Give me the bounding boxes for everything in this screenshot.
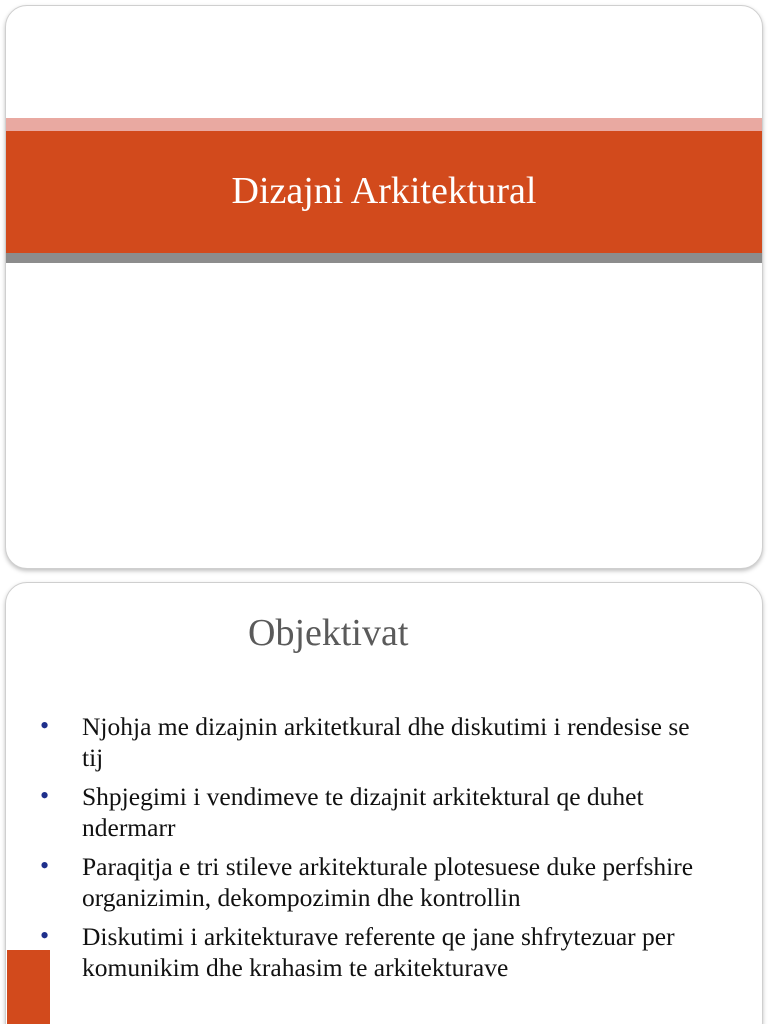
objectives-slide (5, 582, 763, 1024)
list-item-text: Njohja me dizajnin arkitetkural dhe diskutimi i rendesise se tij (82, 712, 690, 772)
bullet-icon: • (40, 781, 50, 810)
title-band-shadow (6, 253, 762, 263)
list-item (34, 711, 714, 773)
list-item (34, 851, 714, 913)
objectives-title: Objektivat (248, 612, 409, 654)
title-band-highlight (6, 118, 762, 132)
list-item (34, 921, 714, 983)
list-item (34, 781, 714, 843)
slide-title: Dizajni Arkitektural (231, 170, 537, 212)
bullet-icon: • (40, 711, 50, 740)
list-item-text: Shpjegimi i vendimeve te dizajnit arkitektural qe duhet ndermarr (82, 782, 644, 842)
bullet-icon: • (40, 921, 50, 950)
list-item-text: Paraqitja e tri stileve arkitekturale plotesuese duke perfshire organizimin, dekompozimin dhe kontrollin (82, 852, 694, 912)
bullet-icon: • (40, 851, 50, 880)
objectives-list (34, 711, 714, 991)
title-slide (5, 5, 763, 569)
accent-bar (7, 950, 50, 1024)
list-item-text: Diskutimi i arkitekturave referente qe jane shfrytezuar per komunikim dhe krahasim te arkitekturave (82, 922, 675, 982)
title-band (6, 131, 762, 253)
